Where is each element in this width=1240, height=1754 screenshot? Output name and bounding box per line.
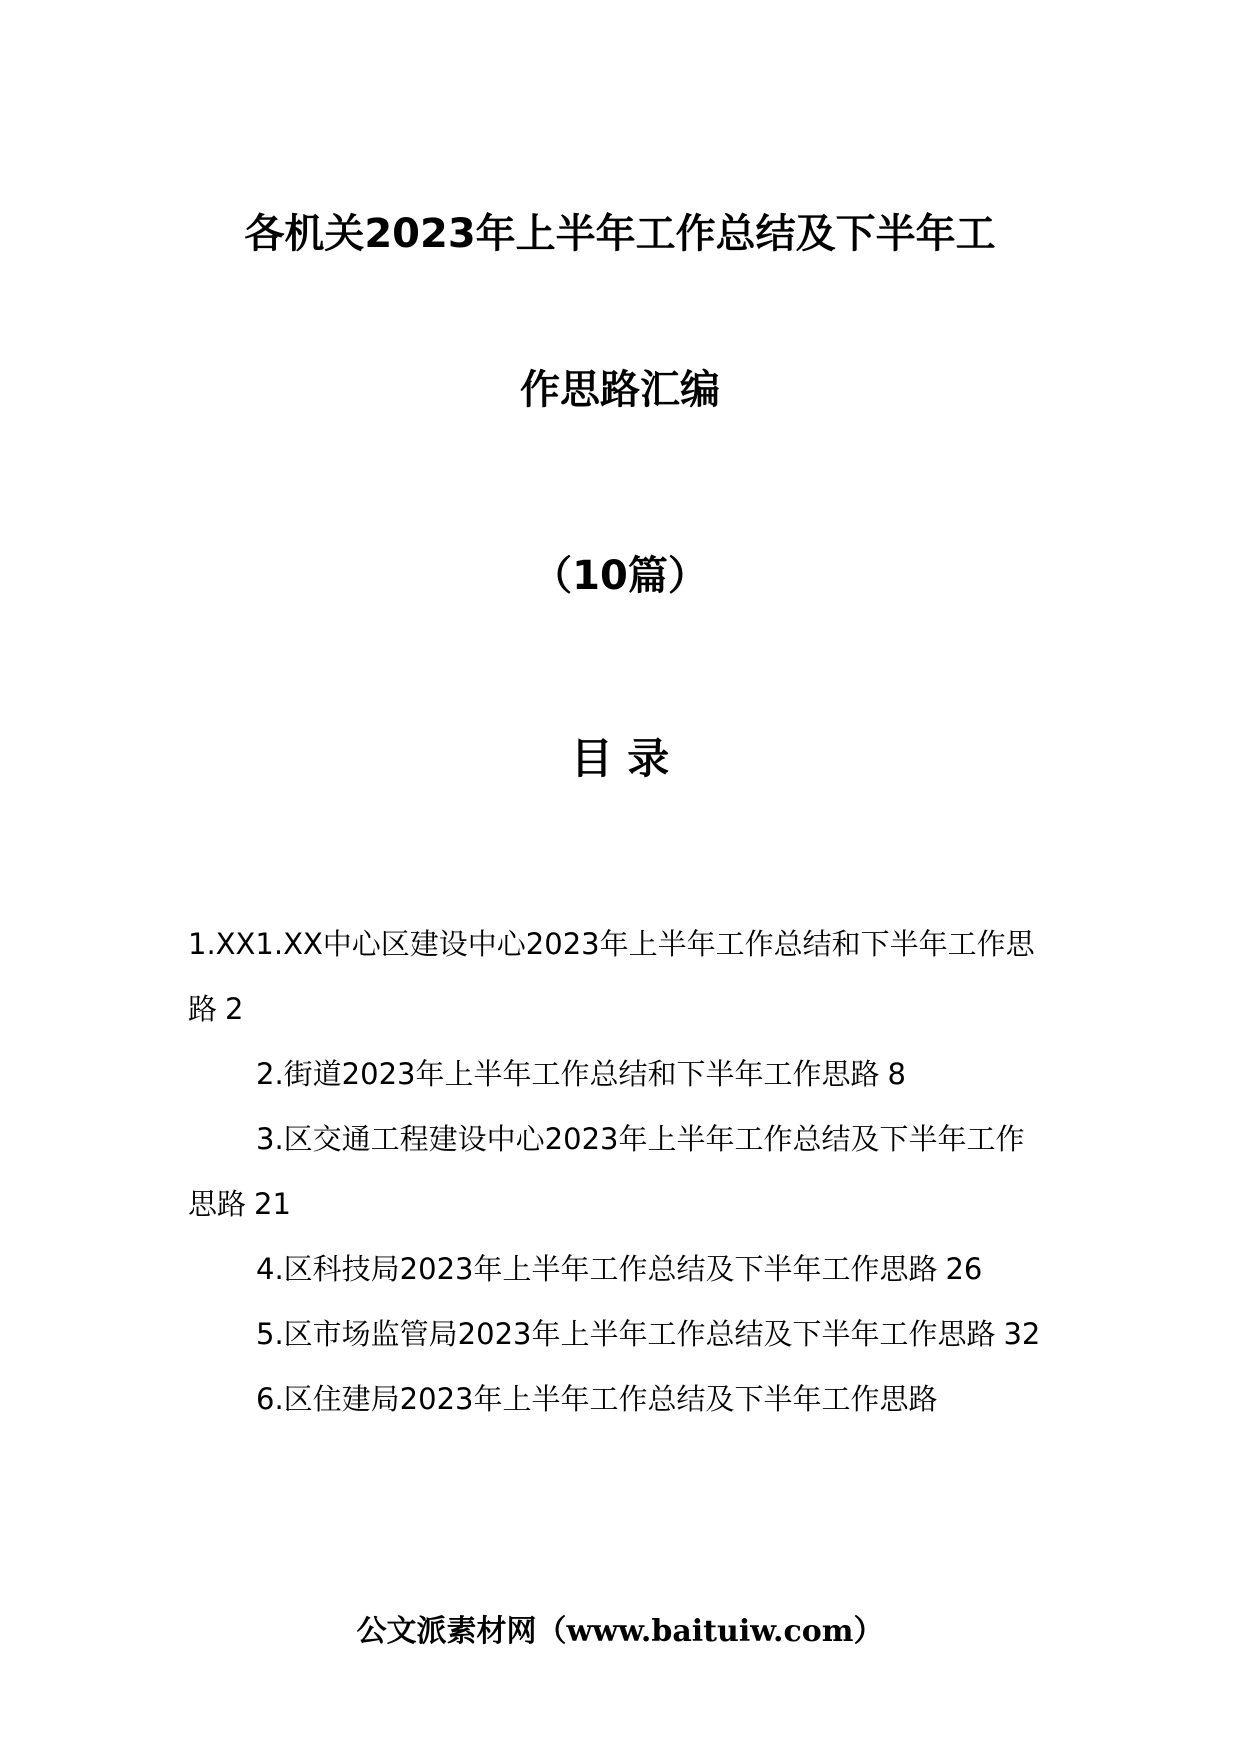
toc-item-page: 2 <box>225 992 244 1026</box>
document-title-line-2: 作思路汇编 <box>520 367 720 413</box>
table-of-contents <box>188 912 1052 1432</box>
toc-item-page: 26 <box>945 1252 983 1286</box>
toc-item-page: 32 <box>1003 1317 1041 1351</box>
toc-item-title: 5.区市场监管局2023年上半年工作总结及下半年工作思路 <box>256 1317 996 1351</box>
toc-item[interactable] <box>188 1367 1052 1432</box>
toc-item-page: 21 <box>254 1187 291 1221</box>
toc-item[interactable] <box>188 1237 1052 1302</box>
toc-heading: 目 录 <box>570 734 670 783</box>
toc-item-title: 1.XX1.XX中心区建设中心2023年上半年工作总结和下半年工作思路 <box>188 927 1035 1026</box>
toc-item[interactable] <box>188 1042 1052 1107</box>
toc-item[interactable] <box>188 1302 1052 1367</box>
toc-item-title: 2.街道2023年上半年工作总结和下半年工作思路 <box>256 1057 880 1091</box>
toc-item-page: 8 <box>887 1057 906 1091</box>
toc-item-title: 3.区交通工程建设中心2023年上半年工作总结及下半年工作思路 <box>188 1122 1025 1221</box>
document-title-line-1: 各机关2023年上半年工作总结及下半年工 <box>244 211 996 257</box>
document-article-count: （10篇） <box>532 553 708 599</box>
toc-item[interactable] <box>188 912 1052 1042</box>
toc-item-title: 4.区科技局2023年上半年工作总结及下半年工作思路 <box>256 1252 938 1286</box>
footer-source: 公文派素材网（www.baituiw.com） <box>356 1614 884 1649</box>
toc-item-title: 6.区住建局2023年上半年工作总结及下半年工作思路 <box>256 1382 938 1416</box>
toc-item[interactable] <box>188 1107 1052 1237</box>
